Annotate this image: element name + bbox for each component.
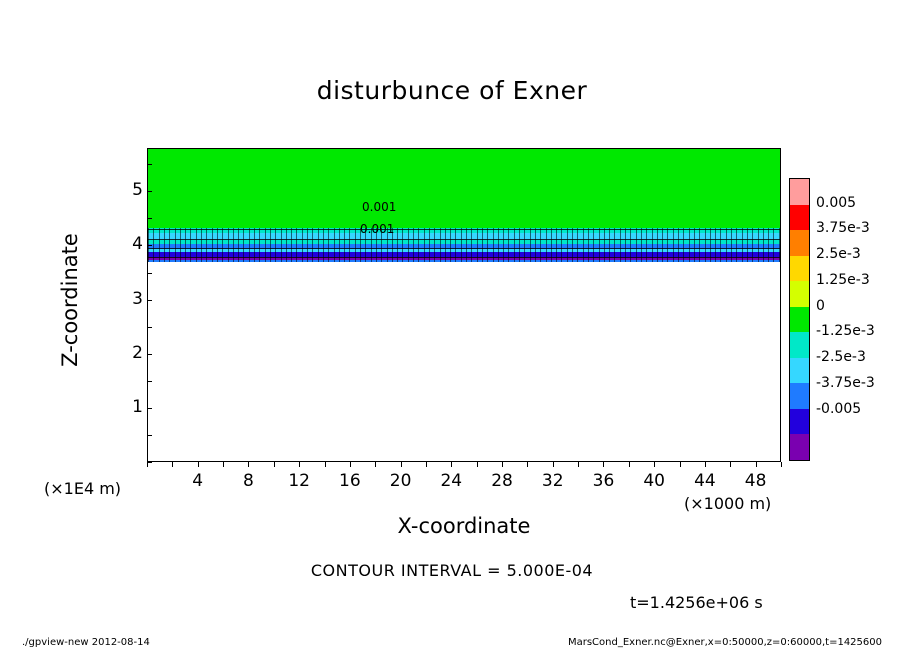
x-tick-label: 24 — [440, 471, 463, 491]
x-tick — [680, 462, 681, 467]
colorbar-swatch — [790, 230, 809, 256]
y-tick — [147, 191, 152, 192]
x-tick-label: 4 — [192, 471, 204, 491]
y-axis-ticks — [132, 148, 187, 462]
y-tick — [147, 300, 152, 301]
colorbar-swatch — [790, 383, 809, 409]
y-tick-label: 3 — [132, 288, 143, 309]
x-tick — [426, 462, 427, 467]
x-axis-label: X-coordinate — [397, 514, 531, 538]
x-tick — [274, 462, 275, 467]
x-axis-unit: (×1000 m) — [684, 494, 772, 513]
y-tick — [147, 218, 152, 219]
x-tick — [527, 462, 528, 467]
y-tick-label: 4 — [132, 234, 143, 255]
colorbar-tick-label: 3.75e-3 — [816, 220, 870, 237]
x-tick — [223, 462, 224, 467]
colorbar-swatch — [790, 179, 809, 205]
y-tick — [147, 273, 152, 274]
colorbar-swatch — [790, 358, 809, 384]
x-tick-label: 8 — [243, 471, 254, 491]
field-background-lower — [148, 262, 780, 461]
contour-label-lower: 0.001 — [360, 222, 395, 236]
colorbar-swatch — [790, 307, 809, 333]
x-tick-label: 40 — [643, 471, 665, 491]
colorbar-swatch — [790, 434, 809, 460]
y-tick — [147, 408, 152, 409]
field-background-upper — [148, 149, 780, 228]
x-tick-label: 20 — [389, 471, 412, 491]
x-tick — [730, 462, 731, 467]
colorbar-tick-label: -1.25e-3 — [816, 323, 875, 340]
y-tick — [147, 354, 152, 355]
colorbar-tick-label: -3.75e-3 — [816, 374, 875, 391]
colorbar-tick-label: 0.005 — [816, 194, 857, 211]
colorbar-tick-label: -0.005 — [816, 400, 862, 417]
y-tick-label: 5 — [132, 180, 143, 201]
colorbar-tick-label: 1.25e-3 — [816, 271, 870, 288]
colorbar-swatch — [790, 281, 809, 307]
x-tick — [401, 462, 402, 467]
x-tick-label: 28 — [491, 471, 513, 491]
x-tick — [198, 462, 199, 467]
x-tick — [248, 462, 249, 467]
y-axis-label: Z-coordinate — [58, 233, 82, 367]
contour-interval-text: CONTOUR INTERVAL = 5.000E-04 — [310, 561, 594, 580]
x-tick — [299, 462, 300, 467]
x-tick-label: 36 — [592, 471, 615, 491]
x-tick — [553, 462, 554, 467]
contour-line — [148, 248, 780, 249]
y-tick — [147, 462, 152, 463]
contour-label-upper: 0.001 — [362, 200, 397, 214]
x-tick — [502, 462, 503, 467]
x-tick-label: 32 — [541, 471, 564, 491]
y-tick — [147, 164, 152, 165]
footer-left-text: ./gpview-new 2012-08-14 — [22, 637, 150, 648]
x-tick-label: 44 — [694, 471, 716, 491]
x-tick — [781, 462, 782, 467]
y-tick — [147, 381, 152, 382]
x-tick — [375, 462, 376, 467]
colorbar-swatch — [790, 256, 809, 282]
y-tick — [147, 245, 152, 246]
contour-line — [148, 229, 780, 230]
x-tick — [578, 462, 579, 467]
x-tick — [654, 462, 655, 467]
colorbar — [789, 178, 810, 461]
x-tick — [705, 462, 706, 467]
y-axis-unit: (×1E4 m) — [44, 479, 122, 498]
footer-right-text: MarsCond_Exner.nc@Exner,x=0:50000,z=0:60000,t=1425600 — [567, 637, 882, 648]
x-tick — [172, 462, 173, 467]
x-tick — [629, 462, 630, 467]
x-tick-label: 16 — [339, 471, 361, 491]
x-tick-label: 12 — [288, 471, 310, 491]
x-tick — [603, 462, 604, 467]
contour-line — [148, 239, 780, 240]
plot-area — [147, 148, 781, 462]
y-tick — [147, 327, 152, 328]
colorbar-tick-label: 2.5e-3 — [816, 246, 861, 263]
x-tick — [350, 462, 351, 467]
y-tick — [147, 435, 152, 436]
chart-title: disturbunce of Exner — [316, 76, 588, 105]
colorbar-swatch — [790, 409, 809, 435]
colorbar-tick-label: 0 — [816, 297, 825, 314]
x-tick — [451, 462, 452, 467]
disturbance-band — [148, 228, 780, 262]
colorbar-tick-label: -2.5e-3 — [816, 349, 866, 366]
x-tick — [756, 462, 757, 467]
y-tick-label: 1 — [132, 396, 143, 417]
x-tick — [325, 462, 326, 467]
colorbar-swatch — [790, 205, 809, 231]
x-tick — [477, 462, 478, 467]
time-annotation: t=1.4256e+06 s — [630, 593, 763, 612]
x-tick-label: 48 — [744, 471, 767, 491]
contour-line — [148, 257, 780, 258]
y-tick-label: 2 — [132, 342, 143, 363]
colorbar-swatch — [790, 332, 809, 358]
